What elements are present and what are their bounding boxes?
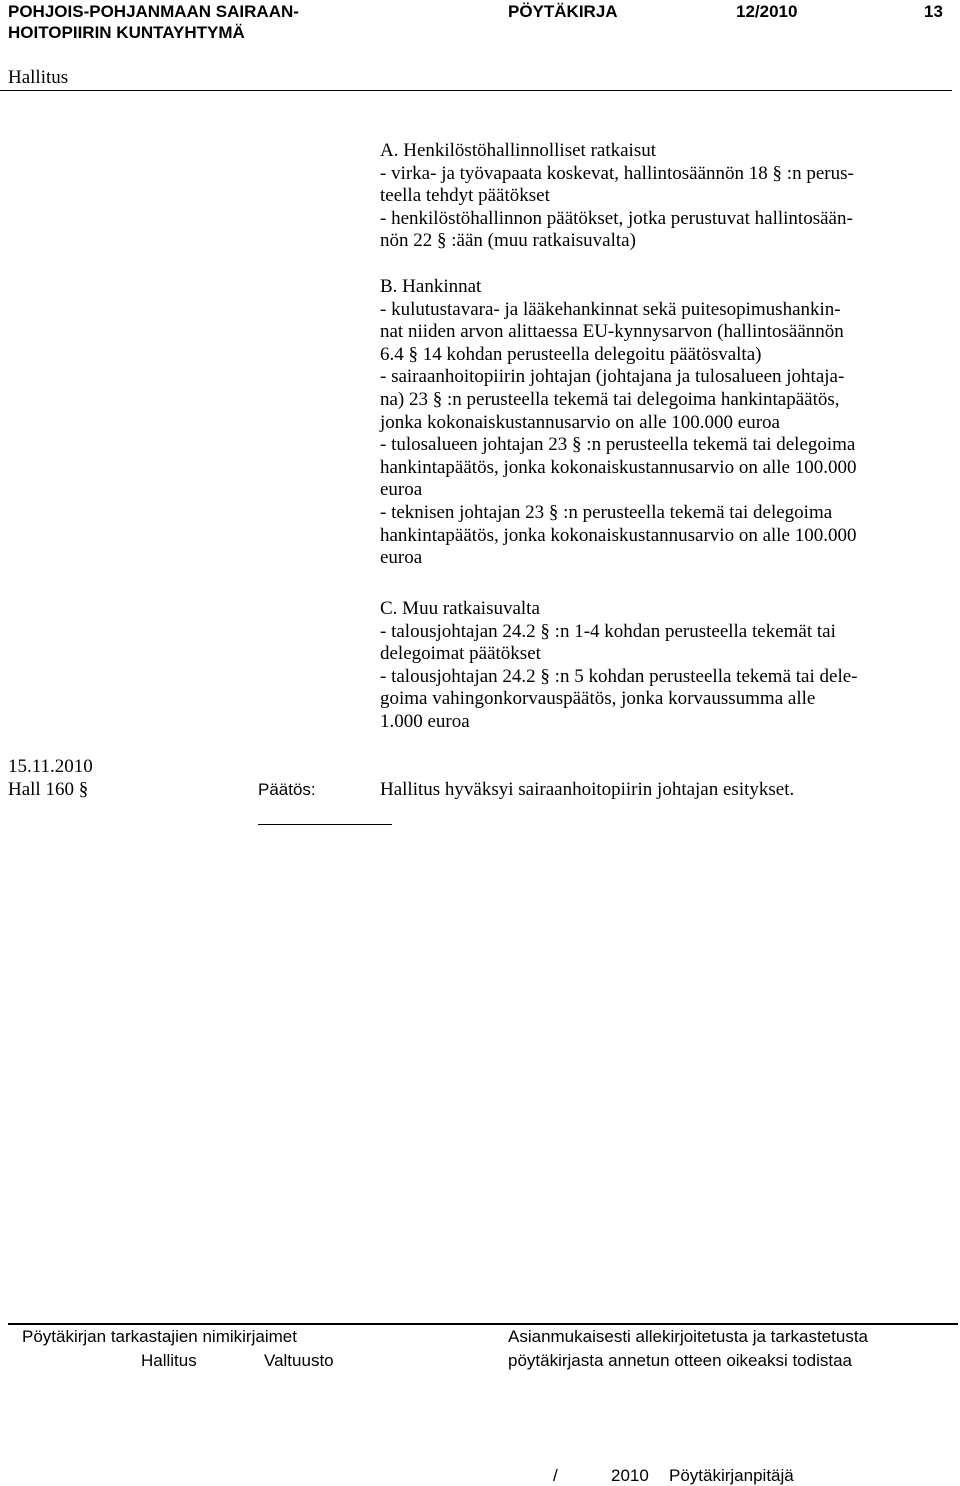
section-b-line: euroa xyxy=(380,479,423,501)
page-number: 13 xyxy=(924,2,943,21)
section-b-line: euroa xyxy=(380,547,423,569)
footer-year: 2010 xyxy=(611,1466,649,1485)
section-b-line: hankintapäätös, jonka kokonaiskustannusarvio on alle 100.000 xyxy=(380,524,857,546)
initials-valtuusto: Valtuusto xyxy=(264,1351,334,1370)
section-b xyxy=(380,276,952,570)
section-b-line: - sairaanhoitopiirin johtajan (johtajana ja tulosalueen johtaja- xyxy=(380,366,845,388)
section-title: Hallitus xyxy=(8,67,69,88)
section-b-line: jonka kokonaiskustannusarvio on alle 100.000 euroa xyxy=(380,411,780,433)
section-c-line: delegoimat päätökset xyxy=(380,643,541,665)
section-b-line: - kulutustavara- ja lääkehankinnat sekä puitesopimushankin- xyxy=(380,298,841,320)
section-c-line: - talousjohtajan 24.2 § :n 1-4 kohdan perusteella tekemät tai xyxy=(380,620,836,642)
organization-name-line1: POHJOIS-POHJANMAAN SAIRAAN- xyxy=(8,2,299,21)
section-b-line: nat niiden arvon alittaessa EU-kynnysarvon (hallintosäännön xyxy=(380,321,844,343)
minutes-keeper: Pöytäkirjanpitäjä xyxy=(669,1466,794,1485)
section-b-line: B. Hankinnat xyxy=(380,276,482,297)
section-a-line: A. Henkilöstöhallinnolliset ratkaisut xyxy=(380,140,656,161)
initials-hallitus: Hallitus xyxy=(141,1351,197,1370)
section-a xyxy=(380,140,952,253)
section-c-line: C. Muu ratkaisuvalta xyxy=(380,598,540,619)
document-type: PÖYTÄKIRJA xyxy=(508,2,618,21)
section-b-line: 6.4 § 14 kohdan perusteella delegoitu päätösvalta) xyxy=(380,343,762,365)
signature-rule xyxy=(258,824,392,825)
decision-label: Päätös: xyxy=(258,780,316,799)
decision-date: 15.11.2010 xyxy=(8,756,93,777)
section-a-line: nön 22 § :ään (muu ratkaisuvalta) xyxy=(380,230,636,252)
document-number: 12/2010 xyxy=(736,2,798,21)
date-slash: / xyxy=(553,1466,558,1485)
section-b-line: - tulosalueen johtajan 23 § :n perusteella tekemä tai delegoima xyxy=(380,434,856,456)
section-c-line: 1.000 euroa xyxy=(380,710,470,732)
section-a-line: - virka- ja työvapaata koskevat, hallintosäännön 18 § :n perus- xyxy=(380,162,854,184)
footer-rule xyxy=(8,1323,958,1325)
header-rule xyxy=(0,90,952,91)
section-b-line: hankintapäätös, jonka kokonaiskustannusarvio on alle 100.000 xyxy=(380,456,857,478)
section-b-line: - teknisen johtajan 23 § :n perusteella tekemä tai delegoima xyxy=(380,501,833,523)
certification-line2: pöytäkirjasta annetun otteen oikeaksi todistaa xyxy=(508,1351,853,1370)
decision-item-number: Hall 160 § xyxy=(8,779,89,800)
section-c xyxy=(380,598,952,734)
organization-name-line2: HOITOPIIRIN KUNTAYHTYMÄ xyxy=(8,23,245,42)
section-c-line: - talousjohtajan 24.2 § :n 5 kohdan perusteella tekemä tai dele- xyxy=(380,665,858,687)
section-a-line: teella tehdyt päätökset xyxy=(380,185,550,207)
section-c-line: goima vahingonkorvauspäätös, jonka korvaussumma alle xyxy=(380,688,816,710)
section-a-line: - henkilöstöhallinnon päätökset, jotka perustuvat hallintosään- xyxy=(380,207,853,229)
initials-title: Pöytäkirjan tarkastajien nimikirjaimet xyxy=(22,1327,297,1346)
certification-line1: Asianmukaisesti allekirjoitetusta ja tarkastetusta xyxy=(508,1327,868,1346)
section-b-line: na) 23 § :n perusteella tekemä tai delegoima hankintapäätös, xyxy=(380,388,840,410)
decision-text: Hallitus hyväksyi sairaanhoitopiirin johtajan esitykset. xyxy=(380,779,795,800)
